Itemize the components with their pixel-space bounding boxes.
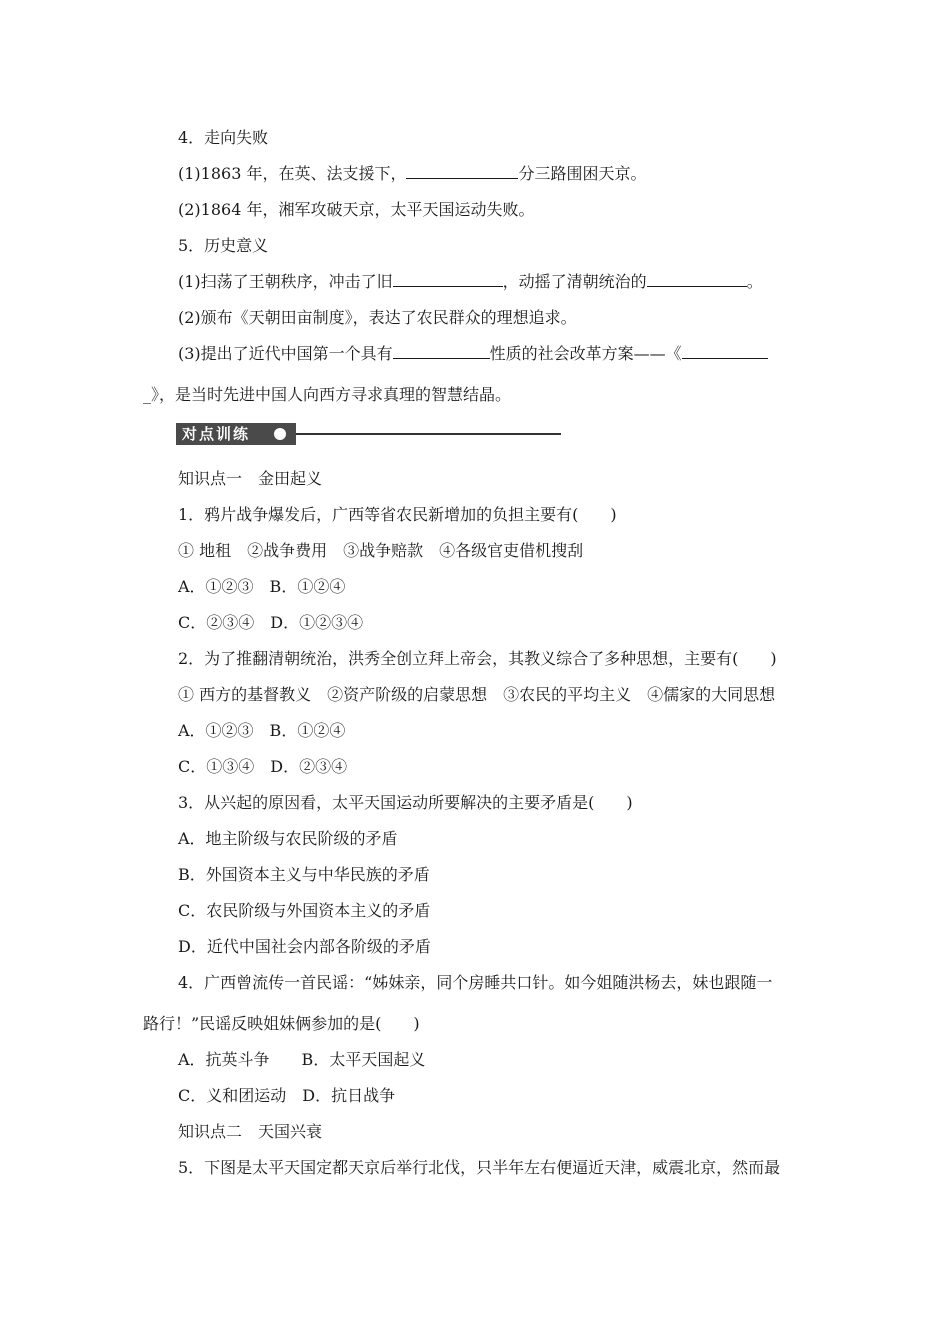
q1-options-ab: A．①②③ B．①②④ (178, 577, 346, 596)
section5-item3-pre: (3)提出了近代中国第一个具有 (178, 344, 393, 363)
training-section-banner (176, 423, 561, 445)
q3-option-a: A．地主阶级与农民阶级的矛盾 (178, 829, 398, 848)
q1-items: ① 地租 ②战争费用 ③战争赔款 ④各级官吏借机搜刮 (178, 541, 584, 560)
q3-stem: 3．从兴起的原因看，太平天国运动所要解决的主要矛盾是( ) (178, 793, 633, 812)
q4-options-cd: C．义和团运动 D．抗日战争 (178, 1086, 396, 1105)
section5-item3-mid: 性质的社会改革方案——《 (489, 344, 682, 363)
q2-options-cd: C．①③④ D．②③④ (178, 757, 348, 776)
q1-stem: 1．鸦片战争爆发后，广西等省农民新增加的负担主要有( ) (178, 505, 617, 524)
section5-item3-cont-post: ，是当时先进中国人向西方寻求真理的智慧结晶。 (159, 385, 512, 404)
answer-blank (682, 344, 768, 359)
q2-items: ① 西方的基督教义 ②资产阶级的启蒙思想 ③农民的平均主义 ④儒家的大同思想 (178, 685, 776, 704)
q2-options-ab: A．①②③ B．①②④ (178, 721, 346, 740)
answer-blank (647, 272, 747, 287)
knowledge-point-2: 知识点二 天国兴衰 (178, 1122, 323, 1141)
answer-blank (406, 164, 518, 179)
section5-item3-cont-pre: _》 (143, 385, 160, 404)
section5-item3 (178, 344, 768, 364)
q4-stem-line2: 路行！”民谣反映姐妹俩参加的是( ) (143, 1014, 420, 1033)
knowledge-point-1: 知识点一 金田起义 (178, 469, 323, 488)
answer-blank (393, 272, 503, 287)
q3-option-b: B．外国资本主义与中华民族的矛盾 (178, 865, 430, 884)
training-banner-text: 对点训练 (182, 425, 251, 443)
banner-rule (296, 433, 561, 435)
section5-item2: (2)颁布《天朝田亩制度》，表达了农民群众的理想追求。 (178, 308, 577, 327)
q4-stem-line1: 4．广西曾流传一首民谣：“姊妹亲，同个房睡共口针。如今姐随洪杨去，妹也跟随一 (178, 973, 773, 992)
section4-item2: (2)1864 年，湘军攻破天京，太平天国运动失败。 (178, 200, 535, 219)
q3-option-d: D．近代中国社会内部各阶级的矛盾 (178, 937, 431, 956)
section5-item3-continued (143, 385, 511, 405)
q4-options-ab: A．抗英斗争 B．太平天国起义 (178, 1050, 426, 1069)
section5-item1-mid: ，动摇了清朝统治的 (502, 272, 647, 291)
q2-stem: 2．为了推翻清朝统治，洪秀全创立拜上帝会，其教义综合了多种思想，主要有( ) (178, 649, 777, 668)
answer-blank (393, 344, 490, 359)
q3-option-c: C．农民阶级与外国资本主义的矛盾 (178, 901, 431, 920)
section4-item1-post: 分三路围困天京。 (518, 164, 647, 183)
bullet-dot-icon (274, 428, 286, 440)
section5-item1-pre: (1)扫荡了王朝秩序，冲击了旧 (178, 272, 393, 291)
q1-options-cd: C．②③④ D．①②③④ (178, 613, 364, 632)
section5-item1 (178, 272, 763, 292)
section4-heading: 4．走向失败 (178, 128, 269, 147)
section4-item1-pre: (1)1863 年，在英、法支援下， (178, 164, 407, 183)
section5-heading: 5．历史意义 (178, 236, 269, 255)
section4-item1 (178, 164, 647, 184)
q5-stem-line1: 5．下图是太平天国定都天京后举行北伐，只半年左右便逼近天津，威震北京，然而最 (178, 1158, 781, 1177)
section5-item1-post: 。 (746, 272, 763, 291)
